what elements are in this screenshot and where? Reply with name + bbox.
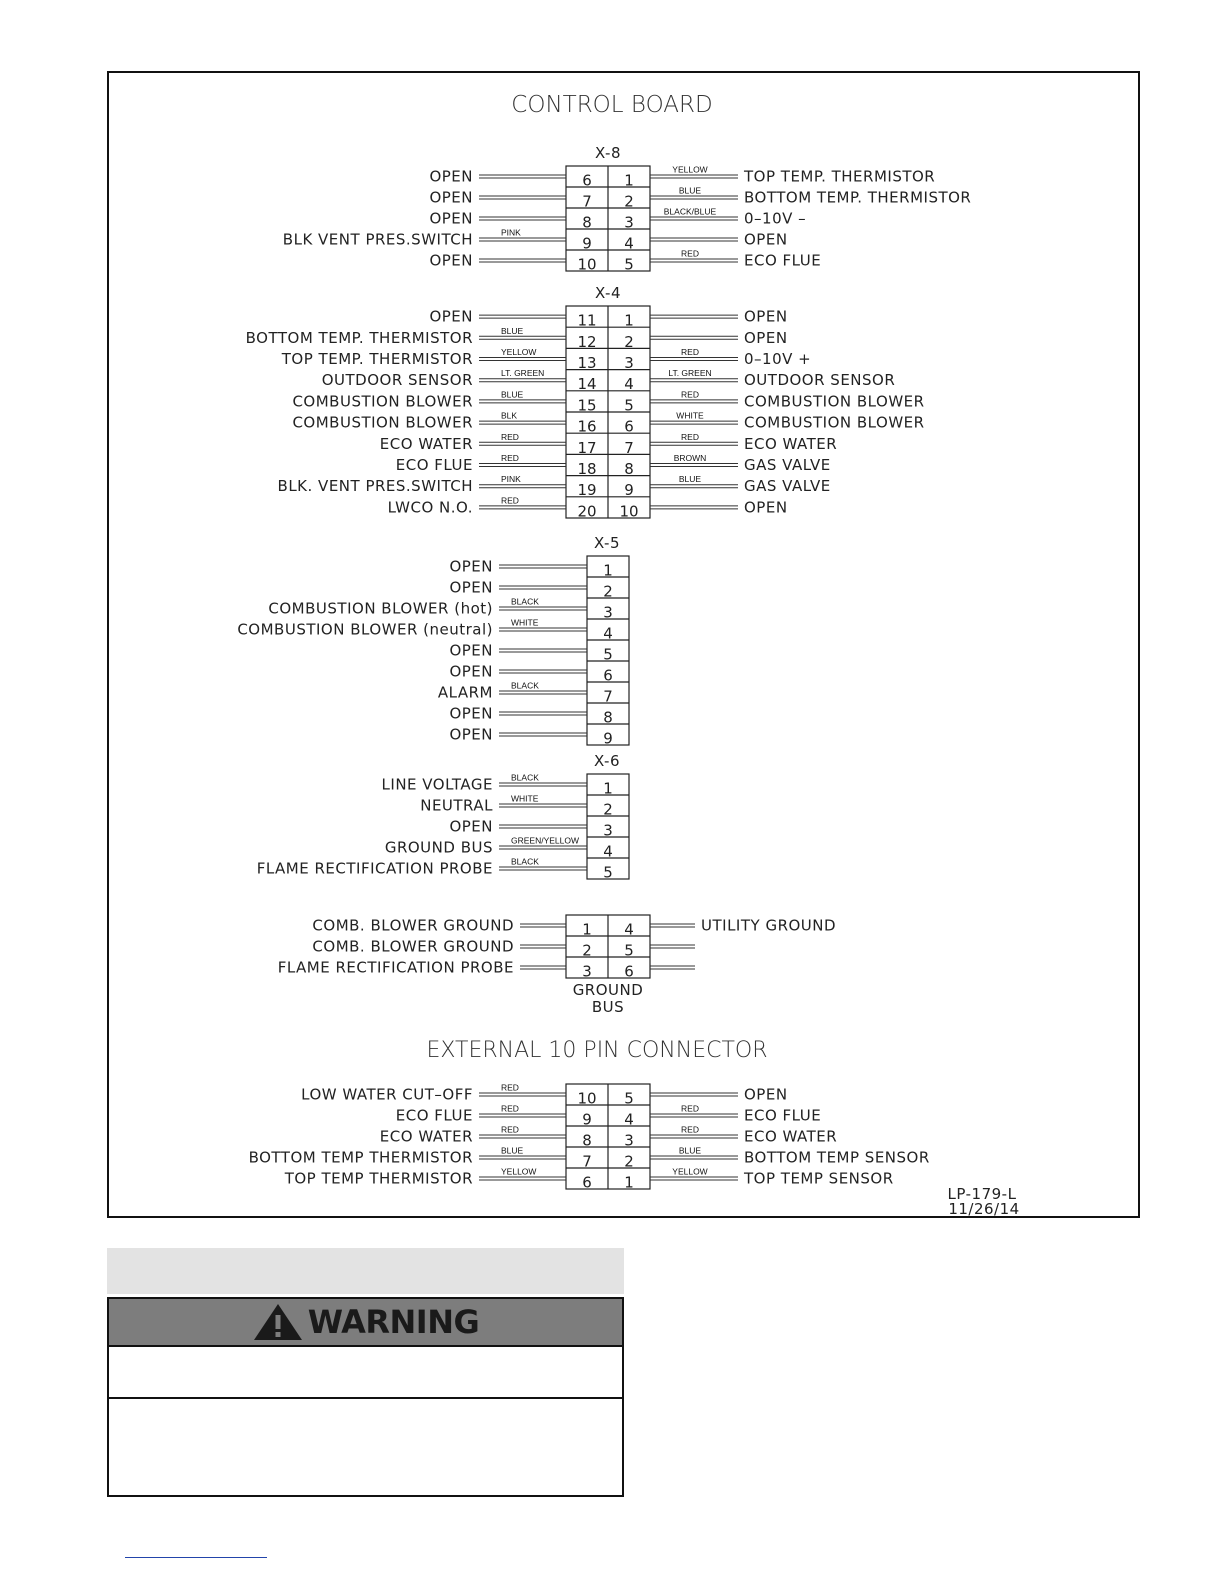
x4-pin: 14 — [577, 375, 597, 394]
ext-right-label: TOP TEMP SENSOR — [744, 1169, 894, 1188]
x8-right-label: TOP TEMP. THERMISTOR — [744, 167, 936, 186]
x5-label: OPEN — [449, 704, 493, 723]
ground-pin: 5 — [624, 941, 634, 960]
ground-pin: 3 — [582, 962, 592, 981]
drawing-number: LP-179-L — [947, 1185, 1017, 1203]
ext-right-wire-color: RED — [681, 1124, 699, 1135]
drawing-date: 11/26/14 — [948, 1200, 1020, 1218]
x5-label: OPEN — [449, 557, 493, 576]
x4-left-label: ECO WATER — [379, 434, 473, 453]
x8-pin: 1 — [624, 171, 634, 190]
x4-left-wire-color: BLUE — [501, 325, 524, 336]
x5-pin: 6 — [603, 666, 613, 685]
x4-right-label: OPEN — [744, 307, 788, 326]
x5-label: OPEN — [449, 641, 493, 660]
x5-label: ALARM — [437, 683, 493, 702]
ext-left-label: ECO FLUE — [395, 1106, 473, 1125]
x8-left-label: OPEN — [429, 188, 473, 207]
ext-right-wire-color: RED — [681, 1103, 699, 1114]
x4-left-wire-color: BLUE — [501, 389, 524, 400]
x8-pin: 8 — [582, 213, 592, 232]
x8-left-label: OPEN — [429, 167, 473, 186]
x8-left-wire-color: PINK — [501, 227, 521, 238]
x8-pin: 7 — [582, 192, 592, 211]
x4-right-label: OUTDOOR SENSOR — [744, 371, 896, 390]
ext-left-wire-color: RED — [501, 1124, 519, 1135]
x6-pin: 1 — [603, 779, 613, 798]
x5-header: X-5 — [594, 534, 620, 552]
x4-right-label: 0–10V + — [744, 350, 812, 368]
x5-label: COMBUSTION BLOWER (hot) — [268, 599, 493, 618]
ext-right-label: ECO FLUE — [744, 1106, 822, 1125]
x4-left-label: COMBUSTION BLOWER — [292, 413, 473, 432]
x4-left-wire-color: PINK — [501, 474, 521, 485]
x5-label: OPEN — [449, 578, 493, 597]
x5-wire-color: WHITE — [511, 617, 539, 628]
ext-pin: 9 — [582, 1110, 592, 1129]
x8-pin: 5 — [624, 255, 634, 274]
x4-pin: 17 — [577, 438, 597, 457]
x4-right-wire-color: BLUE — [678, 474, 702, 485]
x4-pin: 1 — [624, 311, 634, 330]
x4-left-wire-color: RED — [501, 453, 519, 463]
x6-label: LINE VOLTAGE — [381, 775, 493, 794]
ground-bus-label: BUS — [591, 998, 625, 1016]
x8-left-label: OPEN — [429, 251, 473, 270]
ground-bus-label: GROUND — [572, 981, 644, 999]
x6-header: X-6 — [594, 752, 620, 770]
x8-right-label: BOTTOM TEMP. THERMISTOR — [744, 188, 972, 207]
x5-wire-color: BLACK — [511, 680, 539, 691]
x6-label: GROUND BUS — [384, 838, 493, 857]
ext-pin: 8 — [582, 1131, 592, 1150]
x5-pin: 3 — [603, 603, 613, 622]
ground-left-label: FLAME RECTIFICATION PROBE — [277, 958, 514, 977]
x4-right-label: COMBUSTION BLOWER — [744, 413, 925, 432]
x4-pin: 4 — [624, 375, 634, 394]
ext-pin: 6 — [582, 1173, 592, 1192]
x6-label: FLAME RECTIFICATION PROBE — [256, 859, 493, 878]
x8-pin: 9 — [582, 234, 592, 253]
ext-left-wire-color: BLUE — [501, 1145, 524, 1156]
ext-left-wire-color: RED — [501, 1103, 519, 1114]
x4-right-label: ECO WATER — [744, 434, 838, 453]
x5-pin: 8 — [603, 708, 613, 727]
x6-pin: 3 — [603, 821, 613, 840]
ext-left-wire-color: RED — [501, 1082, 519, 1093]
x5-wire-color: BLACK — [511, 596, 539, 607]
x4-right-wire-color: LT. GREEN — [668, 368, 712, 379]
x4-left-label: OPEN — [429, 307, 473, 326]
x4-left-label: TOP TEMP. THERMISTOR — [281, 350, 473, 368]
warning-box — [107, 1297, 624, 1497]
ext-pin: 7 — [582, 1152, 592, 1171]
x4-right-wire-color: RED — [681, 431, 699, 442]
x6-pin: 5 — [603, 863, 613, 882]
x6-wire-color: GREEN/YELLOW — [511, 835, 580, 846]
x8-right-label: OPEN — [744, 230, 788, 249]
x6-wire-color: BLACK — [511, 856, 539, 867]
ext-pin: 1 — [624, 1173, 634, 1192]
x5-pin: 4 — [603, 624, 613, 643]
x4-pin: 11 — [577, 311, 597, 330]
x6-wire-color: BLACK — [511, 772, 539, 783]
x5-pin: 5 — [603, 645, 613, 664]
ext-right-label: OPEN — [744, 1085, 788, 1104]
ground-left-label: COMB. BLOWER GROUND — [312, 916, 514, 935]
x8-right-wire-color: RED — [681, 248, 699, 259]
x4-header: X-4 — [595, 284, 621, 302]
ext-pin: 10 — [577, 1089, 597, 1108]
x4-pin: 20 — [577, 502, 597, 521]
ext-right-wire-color: YELLOW — [672, 1166, 708, 1177]
x4-pin: 19 — [577, 481, 597, 500]
x4-right-label: GAS VALVE — [744, 477, 831, 496]
x8-right-wire-color: YELLOW — [672, 164, 708, 175]
warning-title: WARNING — [307, 1303, 480, 1341]
x5-pin: 7 — [603, 687, 613, 706]
ext-right-wire-color: BLUE — [678, 1145, 702, 1156]
ground-pin: 6 — [624, 962, 634, 981]
x8-right-wire-color: BLUE — [678, 185, 702, 196]
warning-row — [109, 1347, 622, 1399]
x4-left-label: COMBUSTION BLOWER — [292, 392, 473, 411]
x4-left-wire-color: LT. GREEN — [501, 368, 545, 379]
x8-left-label: BLK VENT PRES.SWITCH — [282, 230, 473, 249]
x4-pin: 7 — [624, 438, 634, 457]
x4-left-wire-color: RED — [501, 431, 519, 442]
ext-pin: 2 — [624, 1152, 634, 1171]
x8-left-label: OPEN — [429, 209, 473, 228]
ext-right-label: ECO WATER — [744, 1127, 838, 1146]
control-board-title: CONTROL BOARD — [511, 92, 713, 118]
x4-pin: 12 — [577, 332, 597, 351]
ground-left-label: COMB. BLOWER GROUND — [312, 937, 514, 956]
x5-pin: 1 — [603, 561, 613, 580]
x4-right-label: OPEN — [744, 328, 788, 347]
warning-triangle-icon — [252, 1302, 304, 1342]
x8-pin: 2 — [624, 192, 634, 211]
x5-label: OPEN — [449, 662, 493, 681]
x4-left-label: ECO FLUE — [395, 456, 473, 474]
ext-left-label: ECO WATER — [379, 1127, 473, 1146]
x8-pin: 6 — [582, 171, 592, 190]
x4-left-wire-color: RED — [501, 495, 519, 506]
x8-header: X-8 — [595, 144, 621, 162]
warning-header — [109, 1299, 622, 1347]
x8-right-wire-color: BLACK/BLUE — [663, 206, 717, 217]
x4-left-wire-color: YELLOW — [501, 347, 537, 357]
ext-pin: 4 — [624, 1110, 634, 1129]
ext-left-label: LOW WATER CUT–OFF — [301, 1085, 473, 1104]
x6-pin: 2 — [603, 800, 613, 819]
x4-right-wire-color: RED — [681, 389, 699, 400]
x6-pin: 4 — [603, 842, 613, 861]
x4-pin: 15 — [577, 396, 597, 415]
x4-pin: 9 — [624, 481, 634, 500]
x4-right-wire-color: BROWN — [673, 453, 707, 463]
ext-left-label: TOP TEMP THERMISTOR — [284, 1169, 473, 1188]
warning-header-band — [107, 1248, 624, 1294]
x8-pin: 3 — [624, 213, 634, 232]
x4-left-label: BOTTOM TEMP. THERMISTOR — [245, 328, 473, 347]
x4-pin: 16 — [577, 417, 597, 436]
x6-label: OPEN — [449, 817, 493, 836]
x4-pin: 5 — [624, 396, 634, 415]
x8-right-label: ECO FLUE — [744, 251, 822, 270]
x4-pin: 2 — [624, 332, 634, 351]
x8-pin: 10 — [577, 255, 597, 274]
x4-left-label: BLK. VENT PRES.SWITCH — [277, 477, 473, 496]
x4-pin: 8 — [624, 460, 634, 478]
x4-right-label: GAS VALVE — [744, 456, 831, 474]
x4-pin: 13 — [577, 354, 597, 372]
x4-pin: 3 — [624, 354, 634, 372]
ext-pin: 3 — [624, 1131, 634, 1150]
x5-pin: 2 — [603, 582, 613, 601]
ext-left-wire-color: YELLOW — [501, 1166, 537, 1177]
ground-pin: 1 — [582, 920, 592, 939]
x6-wire-color: WHITE — [511, 793, 539, 804]
x4-right-wire-color: RED — [681, 347, 699, 357]
x4-pin: 6 — [624, 417, 634, 436]
x4-right-label: COMBUSTION BLOWER — [744, 392, 925, 411]
ext-right-label: BOTTOM TEMP SENSOR — [744, 1148, 930, 1167]
x8-right-label: 0–10V – — [744, 209, 807, 228]
x4-left-label: OUTDOOR SENSOR — [321, 371, 473, 390]
x4-pin: 10 — [619, 502, 639, 521]
x5-pin: 9 — [603, 729, 613, 748]
ground-right-label: UTILITY GROUND — [701, 916, 837, 935]
external-connector-title: EXTERNAL 10 PIN CONNECTOR — [426, 1038, 768, 1063]
x4-right-wire-color: WHITE — [676, 410, 704, 421]
x6-label: NEUTRAL — [420, 796, 493, 815]
x5-label: COMBUSTION BLOWER (neutral) — [237, 620, 493, 639]
x5-label: OPEN — [449, 725, 493, 744]
x8-pin: 4 — [624, 234, 634, 253]
ground-pin: 4 — [624, 920, 634, 939]
ext-left-label: BOTTOM TEMP THERMISTOR — [248, 1148, 473, 1167]
footer-link-line — [125, 1557, 267, 1558]
x4-right-label: OPEN — [744, 498, 788, 517]
x4-left-label: LWCO N.O. — [387, 498, 473, 517]
ground-pin: 2 — [582, 941, 592, 960]
x4-left-wire-color: BLK — [501, 410, 518, 421]
ext-pin: 5 — [624, 1089, 634, 1108]
x4-pin: 18 — [577, 460, 597, 478]
